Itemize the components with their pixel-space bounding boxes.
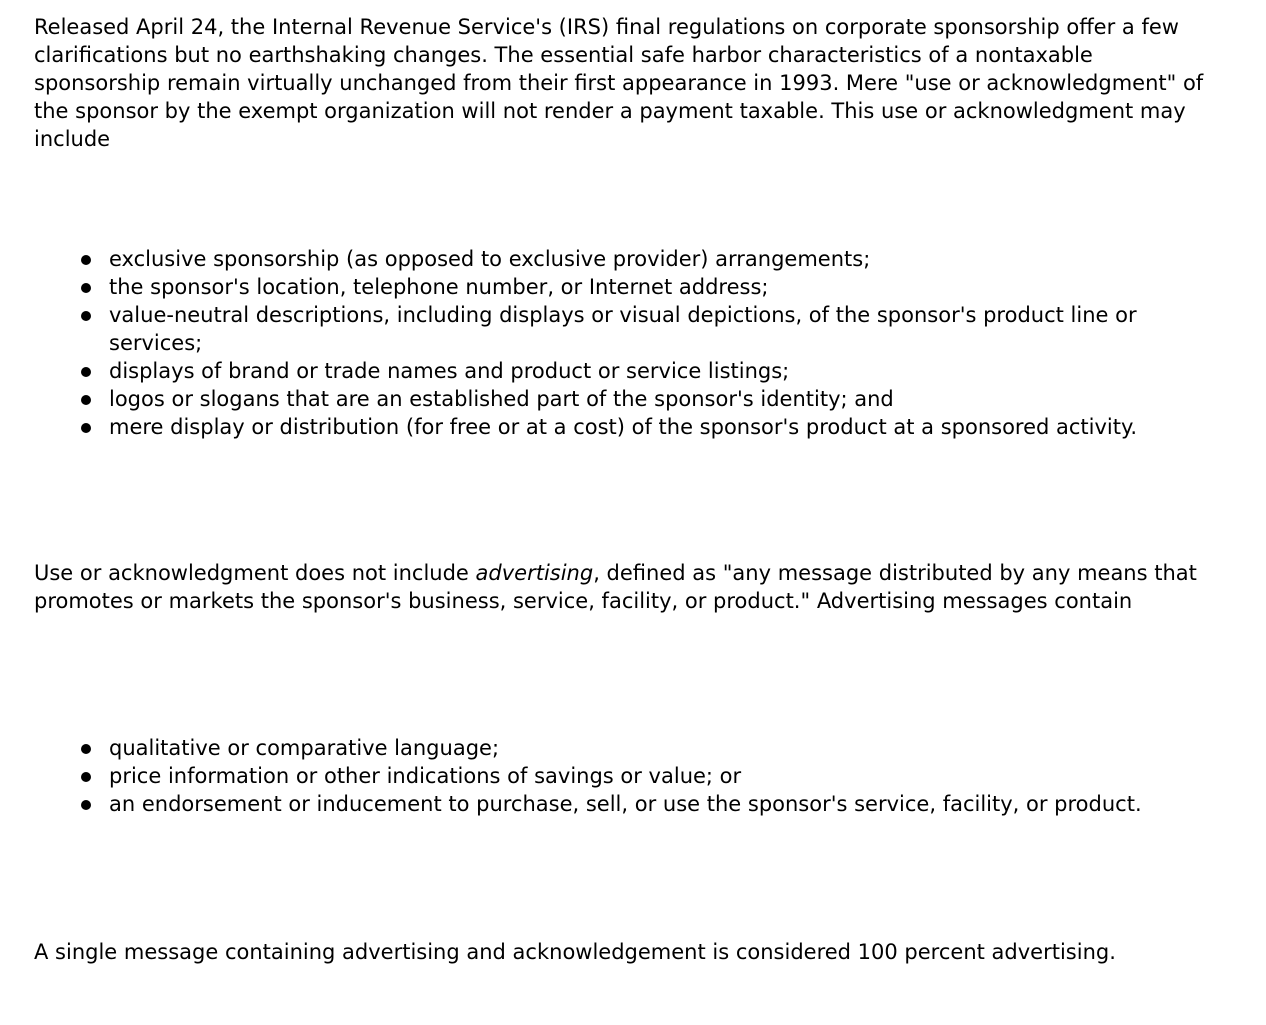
advertising-paragraph-start: Use or acknowledgment does not include — [34, 561, 476, 585]
advertising-list — [109, 734, 1219, 818]
list-item — [109, 790, 1219, 818]
intro-paragraph: Released April 24, the Internal Revenue Service's (IRS) final regulations on corporate sponsorship offer a few clarifications but no earthshaking changes. The essential safe harbor characteristics of a nontaxable sponsorship remain virtually unchanged from their first appearance in 1993. Mere "use or acknowledgment" of the sponsor by the exempt organization will not render a payment taxable. This use or acknowledgment may include — [34, 15, 1204, 151]
list-item-text: displays of brand or trade names and product or service listings; — [109, 359, 790, 383]
bullet-icon — [81, 395, 91, 405]
bullet-icon — [81, 255, 91, 265]
list-item — [109, 357, 1219, 385]
advertising-paragraph-end: , defined as "any message distributed by any means that promotes or markets the sponsor's business, service, facility, or product." Advertising messages contain — [34, 561, 1197, 613]
bullet-icon — [81, 423, 91, 433]
list-item-text: qualitative or comparative language; — [109, 736, 500, 760]
bullet-icon — [81, 800, 91, 810]
list-item — [109, 413, 1219, 441]
bullet-icon — [81, 772, 91, 782]
list-item — [109, 301, 1219, 357]
list-item-text: exclusive sponsorship (as opposed to exclusive provider) arrangements; — [109, 247, 871, 271]
list-item-text: value-neutral descriptions, including displays or visual depictions, of the sponsor's product line or services; — [109, 303, 1137, 355]
list-item-text: the sponsor's location, telephone number, or Internet address; — [109, 275, 769, 299]
list-item — [109, 734, 1219, 762]
list-item-text: price information or other indications of savings or value; or — [109, 764, 742, 788]
bullet-icon — [81, 367, 91, 377]
list-item-text: logos or slogans that are an established part of the sponsor's identity; and — [109, 387, 894, 411]
advertising-term: advertising — [475, 561, 594, 585]
list-item — [109, 245, 1219, 273]
closing-paragraph: A single message containing advertising and acknowledgement is considered 100 percent advertising. — [34, 940, 1116, 964]
list-item — [109, 762, 1219, 790]
bullet-icon — [81, 744, 91, 754]
list-item — [109, 273, 1219, 301]
bullet-icon — [81, 311, 91, 321]
bullet-icon — [81, 283, 91, 293]
acknowledgment-list — [109, 245, 1219, 441]
list-item-text: mere display or distribution (for free or at a cost) of the sponsor's product at a sponsored activity. — [109, 415, 1138, 439]
list-item-text: an endorsement or inducement to purchase, sell, or use the sponsor's service, facility, or product. — [109, 792, 1142, 816]
list-item — [109, 385, 1219, 413]
advertising-paragraph — [34, 559, 1224, 615]
